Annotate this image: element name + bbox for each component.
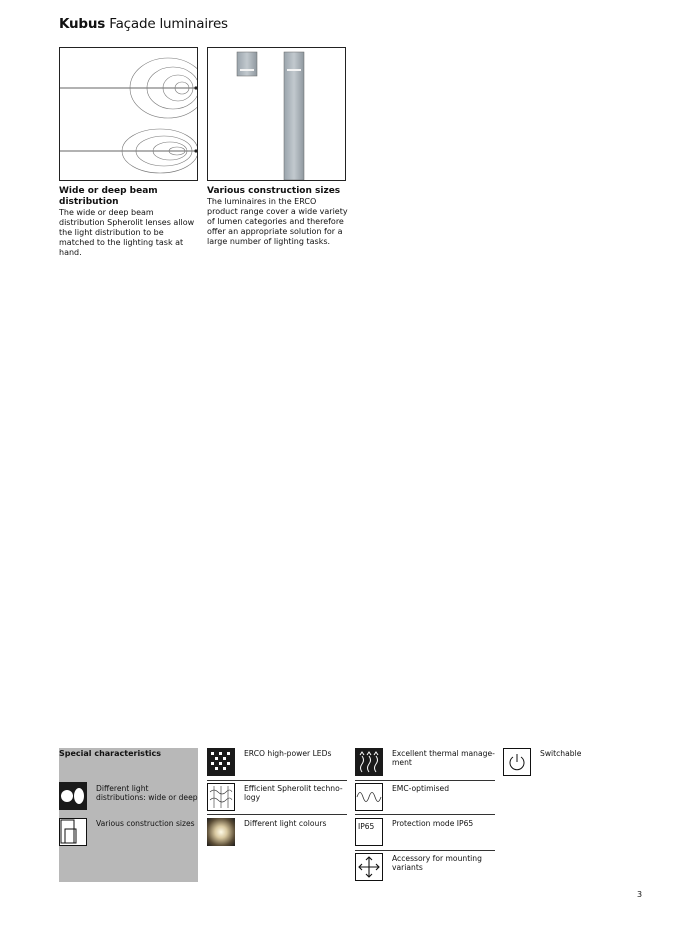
light-colour-icon [207,818,235,846]
emc-icon [355,783,383,811]
divider [207,814,347,815]
caption-sizes [207,186,349,247]
caption-heading: Various construction sizes [207,186,341,196]
title-subtitle: Façade luminaires [109,16,228,32]
construction-sizes-icon [59,818,87,846]
feature-label: ERCO high-power LEDs [244,749,332,758]
light-distribution-icon [59,782,87,810]
feature-label: Accessory for mounting variants [392,854,482,872]
divider [355,814,495,815]
beam-distribution-figure [59,47,198,181]
feature-label: Excellent thermal manage-ment [392,749,495,767]
ip65-icon-text: IP65 [358,822,375,831]
isolux-diagram [60,48,197,180]
page-title [59,16,228,32]
ip65-icon [355,818,383,846]
construction-sizes-figure [207,47,346,181]
mounting-icon [355,853,383,881]
feature-label: Protection mode IP65 [392,819,474,828]
special-characteristics-heading: Special characteristics [59,749,162,758]
caption-beam [59,186,201,258]
feature-label: Various construction sizes [96,819,195,828]
caption-heading: Wide or deep beam distribution [59,186,158,207]
feature-label: Switchable [540,749,582,758]
caption-text: The luminaires in the ERCO product range cover a wide variety of lumen categories and therefore offer an appropriate solution for a large number of lighting tasks. [207,197,348,246]
caption-text: The wide or deep beam distribution Spherolit lenses allow the light distribution to be matched to the lighting task at hand. [59,208,195,257]
divider [355,780,495,781]
page-number: 3 [637,890,643,899]
spherolit-icon [207,783,235,811]
thermal-icon [355,748,383,776]
power-icon [503,748,531,776]
feature-label: Efficient Spherolit techno-logy [244,784,343,802]
led-icon [207,748,235,776]
luminaire-sizes-illustration [208,48,345,180]
title-brand: Kubus [59,16,106,32]
feature-label: EMC-optimised [392,784,450,793]
divider [355,850,495,851]
divider [207,780,347,781]
feature-label: Different light colours [244,819,327,828]
special-characteristics-panel [59,748,198,882]
feature-label: Different light distributions: wide or deep [96,784,198,802]
